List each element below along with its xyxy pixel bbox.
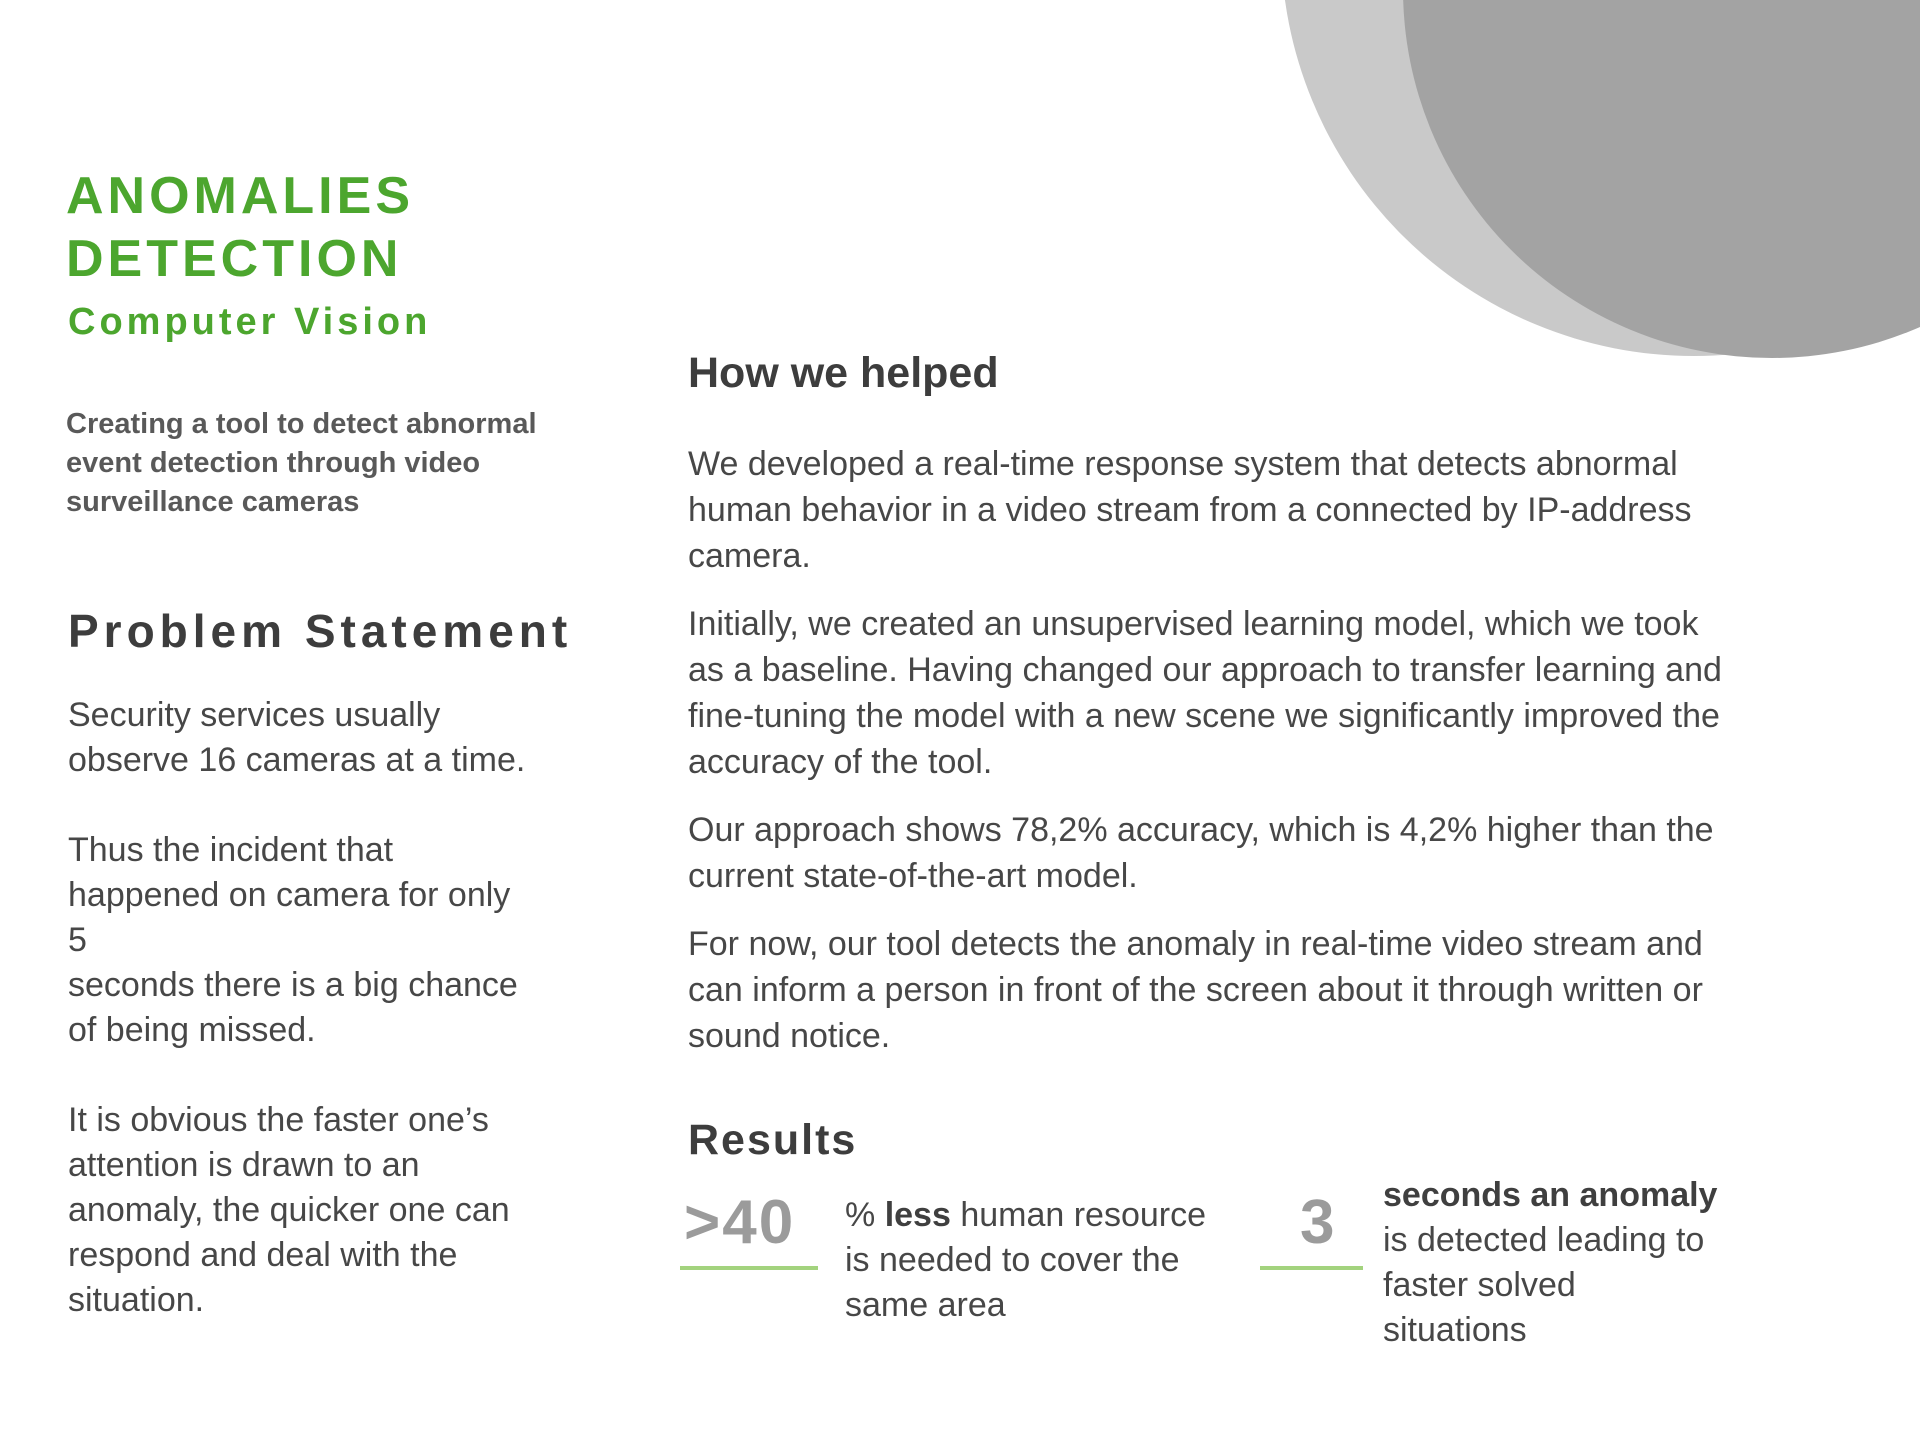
page-title: ANOMALIES DETECTION: [66, 167, 414, 288]
paragraph: Thus the incident that happened on camera for only 5 seconds there is a big chance of being missed.: [68, 831, 518, 1049]
stat-text-regular: human resource: [950, 1196, 1207, 1234]
decorative-circle-dark: [1403, 0, 1920, 358]
problem-statement-heading: Problem Statement: [68, 605, 573, 657]
problem-statement-body: [68, 693, 538, 1368]
how-we-helped-heading: How we helped: [688, 349, 999, 397]
stat-text-regular: situations: [1383, 1311, 1527, 1349]
results-heading: Results: [688, 1116, 858, 1164]
stat-text-bold: less: [884, 1196, 951, 1234]
stat-underline: [680, 1266, 818, 1270]
how-we-helped-body: [688, 441, 1858, 1081]
stat-description-seconds: [1383, 1173, 1743, 1353]
page-subtitle: Computer Vision: [68, 301, 432, 343]
stat-text-bold: seconds an anomaly: [1383, 1176, 1718, 1214]
paragraph: Initially, we created an unsupervised learning model, which we took as a baseline. Having changed our approach to transfer learning and fine-tuning the model with a new scene we significantly improved the accuracy of the tool.: [688, 605, 1722, 781]
stat-value-seconds: 3: [1300, 1188, 1337, 1257]
stat-text-regular: %: [845, 1196, 885, 1234]
paragraph: We developed a real-time response system that detects abnormal human behavior in a video stream from a connected by IP-address camera.: [688, 445, 1692, 575]
stat-description-human-resource: [845, 1193, 1225, 1328]
stat-text-regular: faster solved: [1383, 1266, 1576, 1304]
stat-value-human-resource: >40: [684, 1188, 796, 1257]
tagline: Creating a tool to detect abnormal event detection through video surveillance cameras: [66, 408, 537, 518]
paragraph: For now, our tool detects the anomaly in real-time video stream and can inform a person in front of the screen about it through written or sound notice.: [688, 925, 1703, 1055]
stat-text-regular: is detected leading to: [1383, 1221, 1705, 1259]
paragraph: Security services usually observe 16 cameras at a time.: [68, 696, 526, 779]
paragraph: Our approach shows 78,2% accuracy, which is 4,2% higher than the current state-of-the-art model.: [688, 811, 1714, 895]
paragraph: It is obvious the faster one’s attention is drawn to an anomaly, the quicker one can respond and deal with the situation.: [68, 1101, 510, 1319]
stat-text-regular: same area: [845, 1286, 1006, 1324]
stat-underline: [1260, 1266, 1363, 1270]
stat-text-regular: is needed to cover the: [845, 1241, 1180, 1279]
